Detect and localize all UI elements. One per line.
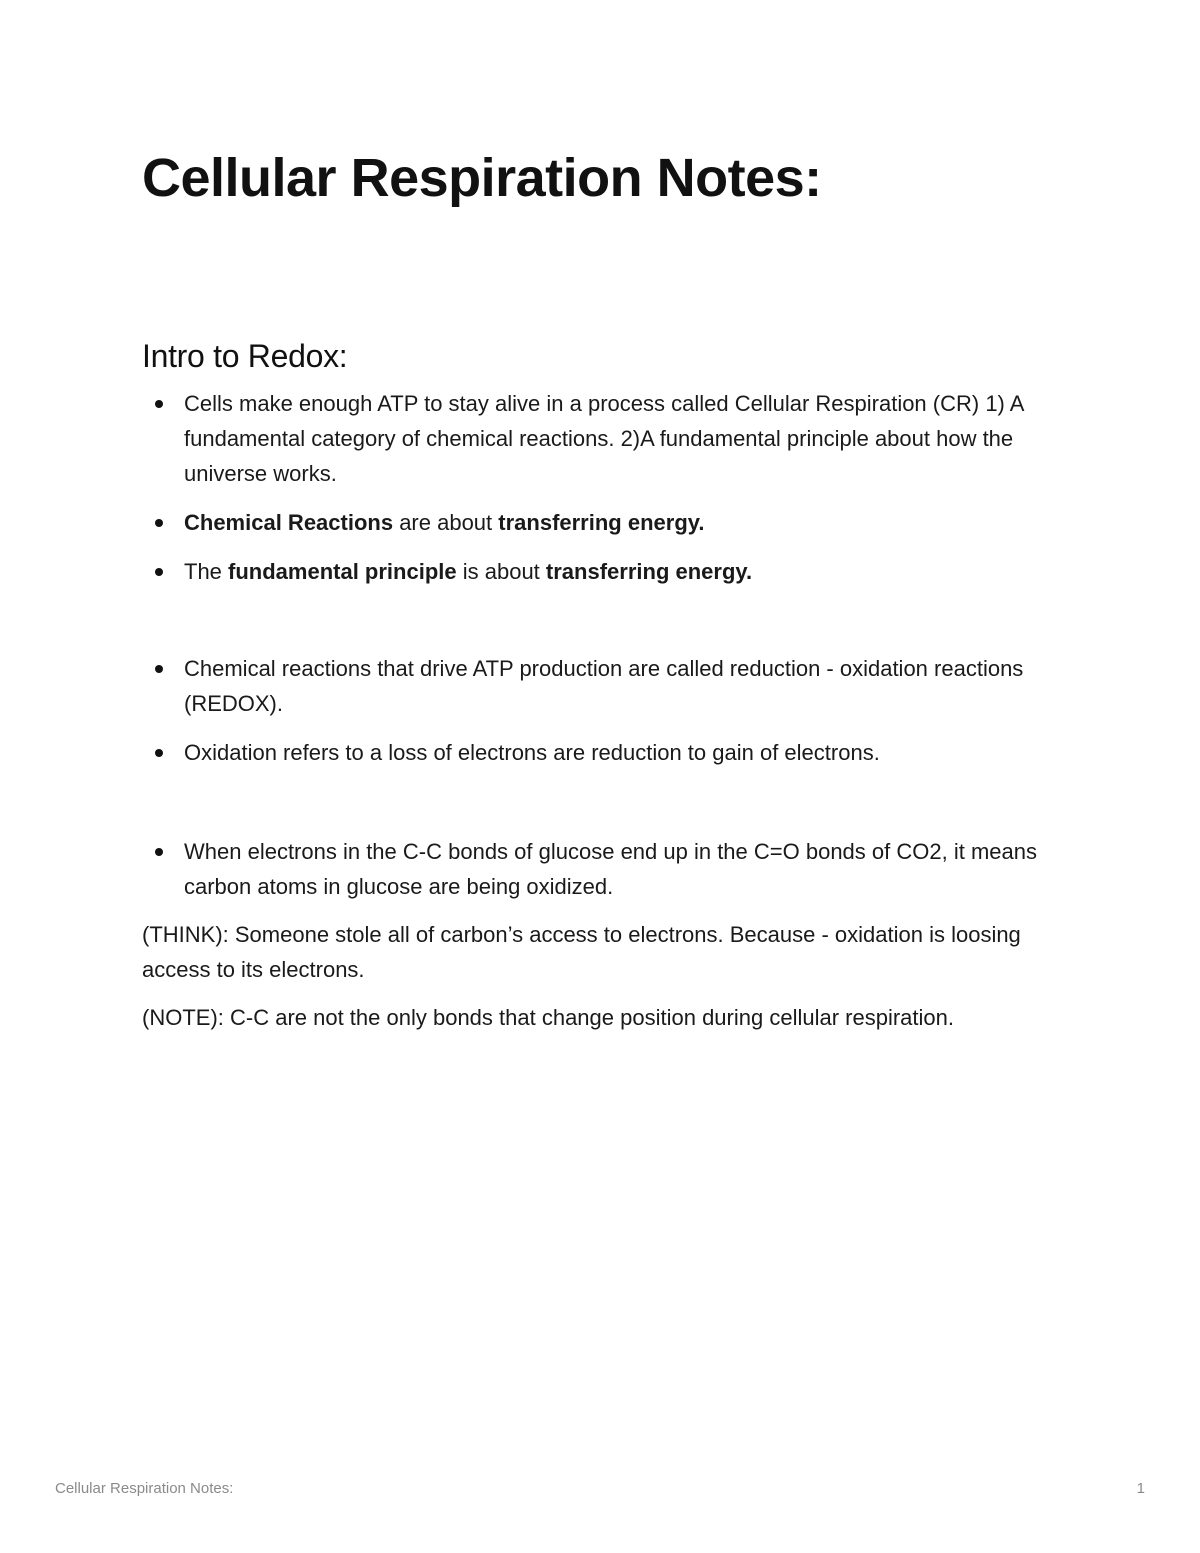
list-item-text: is about [456,559,546,584]
list-item [142,505,1062,540]
footer-page-number: 1 [1136,1480,1145,1497]
bold-term: transferring energy. [545,559,753,584]
list-item [142,735,1062,770]
page-title: Cellular Respiration Notes: [142,148,822,208]
list-item-text: are about [393,510,499,535]
bullet-list-2 [142,651,1062,770]
section-heading: Intro to Redox: [142,338,348,374]
bullet-icon [155,848,163,856]
bullet-list-3 [142,834,1062,904]
list-item [142,554,1062,589]
bullet-icon [155,568,163,576]
list-item-text: When electrons in the C-C bonds of glucose end up in the C=O bonds of CO2, it means carbon atoms in glucose are being oxidized. [184,839,1037,899]
bullet-icon [155,519,163,527]
bullet-icon [155,665,163,673]
bullet-list-1 [142,386,1062,589]
bold-term: Chemical Reactions [184,510,394,535]
list-item-text: Cells make enough ATP to stay alive in a process called Cellular Respiration (CR) 1) A fundamental category of chemical reactions. 2)A fundamental principle about how the universe works. [184,391,1024,486]
list-item-text: Oxidation refers to a loss of electrons are reduction to gain of electrons. [184,740,880,765]
list-item [142,651,1062,721]
note-paragraph: (NOTE): C-C are not the only bonds that change position during cellular respiration. [142,1005,954,1030]
footer-document-name: Cellular Respiration Notes: [55,1480,234,1497]
bold-term: fundamental principle [228,559,457,584]
bullet-icon [155,400,163,408]
list-item-text: The [184,559,229,584]
list-item-text: Chemical reactions that drive ATP production are called reduction - oxidation reactions (REDOX). [184,656,1024,716]
think-note: (THINK): Someone stole all of carbon’s access to electrons. Because - oxidation is loosing access to its electrons. [142,922,1021,982]
document-body [142,140,1062,1035]
list-item [142,834,1062,904]
bold-term: transferring energy. [498,510,705,535]
bullet-icon [155,749,163,757]
list-item [142,386,1062,491]
